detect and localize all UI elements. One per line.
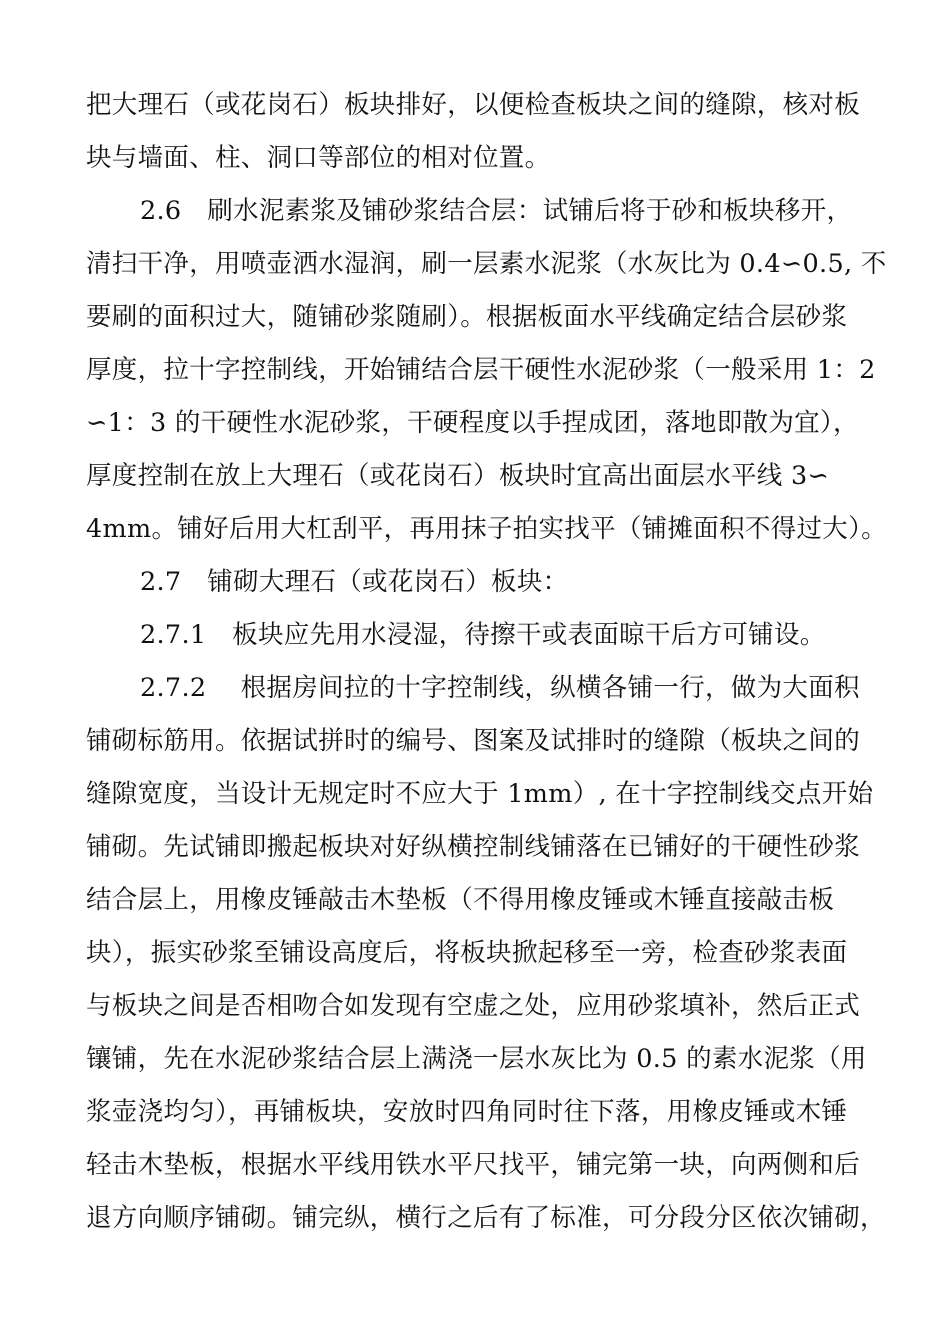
text-line: 铺砌标筋用。依据试拼时的编号、图案及试排时的缝隙（板块之间的 [86,726,861,756]
text-line: 轻击木垫板，根据水平线用铁水平尺找平，铺完第一块，向两侧和后 [86,1150,861,1180]
text-line: 厚度控制在放上大理石（或花岗石）板块时宜高出面层水平线 3∽ [86,461,830,491]
text-line: 缝隙宽度，当设计无规定时不应大于 1mm）, 在十字控制线交点开始 [86,779,874,809]
text-line: 镶铺，先在水泥砂浆结合层上满浇一层水灰比为 0.5 的素水泥浆（用 [86,1044,867,1074]
text-line: 浆壶浇均匀），再铺板块，安放时四角同时往下落，用橡皮锤或木锤 [86,1097,848,1127]
text-line: 铺砌。先试铺即搬起板块对好纵横控制线铺落在已铺好的干硬性砂浆 [86,832,861,862]
text-line: 与板块之间是否相吻合如发现有空虚之处，应用砂浆填补，然后正式 [86,991,861,1021]
section-heading-2-7: 2.7 铺砌大理石（或花岗石）板块： [140,567,569,597]
text-line: 块与墙面、柱、洞口等部位的相对位置。 [86,143,551,173]
text-line: 把大理石（或花岗石）板块排好，以便检查板块之间的缝隙，核对板 [86,90,861,120]
text-line: ∽1：3 的干硬性水泥砂浆，干硬程度以手捏成团，落地即散为宜）， [86,408,859,438]
section-heading-2-6: 2.6 刷水泥素浆及铺砂浆结合层：试铺后将于砂和板块移开， [140,196,853,226]
text-line: 块），振实砂浆至铺设高度后，将板块掀起移至一旁，检查砂浆表面 [86,938,848,968]
text-line: 结合层上，用橡皮锤敲击木垫板（不得用橡皮锤或木锤直接敲击板 [86,885,835,915]
text-line: 清扫干净，用喷壶洒水湿润，刷一层素水泥浆（水灰比为 0.4∽0.5, 不 [86,249,887,279]
text-line: 4mm。铺好后用大杠刮平，再用抹子拍实找平（铺摊面积不得过大）。 [86,514,887,544]
text-line: 厚度，拉十字控制线，开始铺结合层干硬性水泥砂浆（一般采用 1：2 [86,355,876,385]
text-line: 要刷的面积过大，随铺砂浆随刷）。根据板面水平线确定结合层砂浆 [86,302,848,332]
text-line: 退方向顺序铺砌。铺完纵，横行之后有了标准，可分段分区依次铺砌， [86,1203,886,1233]
section-heading-2-7-2: 2.7.2 根据房间拉的十字控制线，纵横各铺一行，做为大面积 [140,673,860,703]
section-heading-2-7-1: 2.7.1 板块应先用水浸湿，待擦干或表面晾干后方可铺设。 [140,620,826,650]
